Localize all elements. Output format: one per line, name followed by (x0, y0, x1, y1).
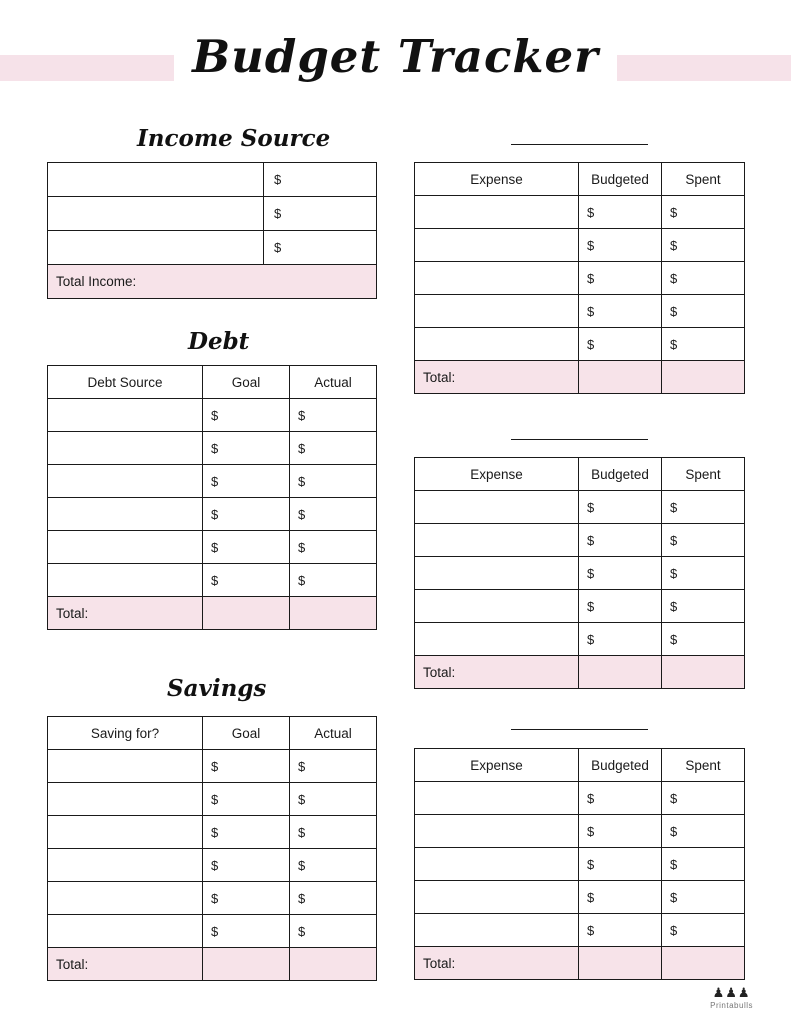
table-row[interactable] (415, 815, 745, 848)
income-source-cell[interactable] (48, 231, 264, 265)
debt-col-goal: Goal (203, 366, 290, 399)
income-amount-cell[interactable]: $ (264, 163, 377, 197)
brand-name: Printabulls (710, 1001, 753, 1010)
expense-total-budgeted[interactable] (579, 947, 662, 980)
expense-budgeted-cell[interactable]: $ (579, 623, 662, 656)
debt-table (47, 365, 377, 630)
debt-total-actual[interactable] (290, 597, 377, 630)
expense-title-line-3[interactable] (511, 729, 648, 730)
expense-spent-cell[interactable]: $ (662, 623, 745, 656)
debt-goal-cell[interactable]: $ (203, 498, 290, 531)
table-row[interactable] (415, 328, 745, 361)
expense-budgeted-cell[interactable]: $ (579, 524, 662, 557)
expense-col-budgeted: Budgeted (579, 458, 662, 491)
savings-goal-cell[interactable]: $ (203, 816, 290, 849)
savings-actual-cell[interactable]: $ (290, 816, 377, 849)
expense-name-cell[interactable] (415, 881, 579, 914)
expense-budgeted-cell[interactable]: $ (579, 196, 662, 229)
debt-actual-cell[interactable]: $ (290, 432, 377, 465)
expense-total-label: Total: (415, 361, 579, 394)
expense-budgeted-cell[interactable]: $ (579, 328, 662, 361)
debt-actual-cell[interactable]: $ (290, 531, 377, 564)
table-header-row (48, 366, 377, 399)
debt-actual-cell[interactable]: $ (290, 465, 377, 498)
expense-name-cell[interactable] (415, 914, 579, 947)
savings-actual-cell[interactable]: $ (290, 750, 377, 783)
debt-goal-cell[interactable]: $ (203, 564, 290, 597)
expense-name-cell[interactable] (415, 229, 579, 262)
table-row[interactable] (415, 590, 745, 623)
savings-source-cell[interactable] (48, 849, 203, 882)
expense-col-spent: Spent (662, 749, 745, 782)
expense-col-budgeted: Budgeted (579, 163, 662, 196)
expense-col-budgeted: Budgeted (579, 749, 662, 782)
table-row[interactable] (415, 491, 745, 524)
table-row[interactable] (415, 262, 745, 295)
debt-heading: Debt (188, 328, 250, 355)
expense-total-budgeted[interactable] (579, 361, 662, 394)
expense-table-3 (414, 748, 745, 980)
savings-goal-cell[interactable]: $ (203, 849, 290, 882)
table-row[interactable] (415, 848, 745, 881)
expense-spent-cell[interactable]: $ (662, 491, 745, 524)
expense-table-2 (414, 457, 745, 689)
bull-marks-icon: ♟♟♟ (712, 986, 751, 1001)
debt-goal-cell[interactable]: $ (203, 432, 290, 465)
expense-budgeted-cell[interactable]: $ (579, 229, 662, 262)
savings-heading: Savings (167, 675, 267, 702)
expense-total-spent[interactable] (662, 656, 745, 689)
expense-total-budgeted[interactable] (579, 656, 662, 689)
table-row[interactable] (415, 524, 745, 557)
expense-budgeted-cell[interactable]: $ (579, 914, 662, 947)
expense-col-expense: Expense (415, 163, 579, 196)
savings-table (47, 716, 377, 981)
debt-source-cell[interactable] (48, 465, 203, 498)
table-row[interactable] (48, 531, 377, 564)
table-row[interactable] (48, 399, 377, 432)
table-row[interactable] (48, 163, 377, 197)
income-total-label: Total Income: (48, 265, 377, 299)
table-total-row (48, 948, 377, 981)
debt-goal-cell[interactable]: $ (203, 399, 290, 432)
savings-source-cell[interactable] (48, 882, 203, 915)
savings-actual-cell[interactable]: $ (290, 915, 377, 948)
expense-spent-cell[interactable]: $ (662, 196, 745, 229)
debt-source-cell[interactable] (48, 531, 203, 564)
income-source-cell[interactable] (48, 197, 264, 231)
table-header-row (48, 717, 377, 750)
expense-spent-cell[interactable]: $ (662, 524, 745, 557)
income-table (47, 162, 377, 299)
debt-actual-cell[interactable]: $ (290, 399, 377, 432)
savings-actual-cell[interactable]: $ (290, 849, 377, 882)
debt-col-actual: Actual (290, 366, 377, 399)
expense-name-cell[interactable] (415, 328, 579, 361)
expense-name-cell[interactable] (415, 557, 579, 590)
savings-col-goal: Goal (203, 717, 290, 750)
savings-source-cell[interactable] (48, 816, 203, 849)
expense-spent-cell[interactable]: $ (662, 328, 745, 361)
expense-spent-cell[interactable]: $ (662, 815, 745, 848)
savings-goal-cell[interactable]: $ (203, 882, 290, 915)
debt-source-cell[interactable] (48, 432, 203, 465)
savings-source-cell[interactable] (48, 915, 203, 948)
table-row[interactable] (415, 196, 745, 229)
table-total-row (48, 597, 377, 630)
expense-col-spent: Spent (662, 163, 745, 196)
footer-logo (710, 987, 753, 1010)
table-total-row (48, 265, 377, 299)
expense-budgeted-cell[interactable]: $ (579, 881, 662, 914)
expense-budgeted-cell[interactable]: $ (579, 491, 662, 524)
expense-title-line-1[interactable] (511, 144, 648, 145)
savings-actual-cell[interactable]: $ (290, 783, 377, 816)
debt-goal-cell[interactable]: $ (203, 465, 290, 498)
expense-table-1 (414, 162, 745, 394)
table-row[interactable] (48, 231, 377, 265)
savings-source-cell[interactable] (48, 750, 203, 783)
expense-spent-cell[interactable]: $ (662, 262, 745, 295)
expense-budgeted-cell[interactable]: $ (579, 557, 662, 590)
expense-col-expense: Expense (415, 458, 579, 491)
expense-budgeted-cell[interactable]: $ (579, 590, 662, 623)
expense-spent-cell[interactable]: $ (662, 229, 745, 262)
savings-total-goal[interactable] (203, 948, 290, 981)
expense-name-cell[interactable] (415, 491, 579, 524)
expense-spent-cell[interactable]: $ (662, 914, 745, 947)
table-row[interactable] (48, 849, 377, 882)
expense-name-cell[interactable] (415, 623, 579, 656)
table-header-row (415, 458, 745, 491)
expense-spent-cell[interactable]: $ (662, 782, 745, 815)
expense-budgeted-cell[interactable]: $ (579, 848, 662, 881)
table-total-row (415, 656, 745, 689)
expense-spent-cell[interactable]: $ (662, 848, 745, 881)
income-source-cell[interactable] (48, 163, 264, 197)
expense-spent-cell[interactable]: $ (662, 590, 745, 623)
table-header-row (415, 163, 745, 196)
expense-name-cell[interactable] (415, 848, 579, 881)
expense-name-cell[interactable] (415, 295, 579, 328)
debt-total-label: Total: (48, 597, 203, 630)
savings-source-cell[interactable] (48, 783, 203, 816)
expense-name-cell[interactable] (415, 262, 579, 295)
savings-actual-cell[interactable]: $ (290, 882, 377, 915)
debt-goal-cell[interactable]: $ (203, 531, 290, 564)
table-row[interactable] (48, 783, 377, 816)
table-total-row (415, 947, 745, 980)
income-heading: Income Source (137, 125, 331, 152)
expense-spent-cell[interactable]: $ (662, 295, 745, 328)
expense-name-cell[interactable] (415, 196, 579, 229)
expense-col-expense: Expense (415, 749, 579, 782)
table-row[interactable] (415, 557, 745, 590)
table-row[interactable] (415, 623, 745, 656)
table-row[interactable] (48, 465, 377, 498)
expense-budgeted-cell[interactable]: $ (579, 782, 662, 815)
expense-total-spent[interactable] (662, 361, 745, 394)
expense-total-label: Total: (415, 656, 579, 689)
page-title-wrap (0, 28, 791, 86)
table-row[interactable] (48, 564, 377, 597)
table-row[interactable] (415, 229, 745, 262)
expense-budgeted-cell[interactable]: $ (579, 815, 662, 848)
table-row[interactable] (48, 432, 377, 465)
page-title: Budget Tracker (174, 28, 617, 86)
expense-spent-cell[interactable]: $ (662, 557, 745, 590)
expense-col-spent: Spent (662, 458, 745, 491)
table-row[interactable] (415, 782, 745, 815)
expense-name-cell[interactable] (415, 782, 579, 815)
table-row[interactable] (415, 881, 745, 914)
expense-name-cell[interactable] (415, 815, 579, 848)
debt-actual-cell[interactable]: $ (290, 564, 377, 597)
debt-col-source: Debt Source (48, 366, 203, 399)
expense-total-spent[interactable] (662, 947, 745, 980)
table-row[interactable] (48, 498, 377, 531)
table-row[interactable] (48, 816, 377, 849)
debt-source-cell[interactable] (48, 498, 203, 531)
expense-spent-cell[interactable]: $ (662, 881, 745, 914)
savings-total-actual[interactable] (290, 948, 377, 981)
savings-col-actual: Actual (290, 717, 377, 750)
expense-name-cell[interactable] (415, 524, 579, 557)
debt-total-goal[interactable] (203, 597, 290, 630)
table-row[interactable] (48, 750, 377, 783)
expense-name-cell[interactable] (415, 590, 579, 623)
table-total-row (415, 361, 745, 394)
savings-goal-cell[interactable]: $ (203, 783, 290, 816)
table-row[interactable] (415, 914, 745, 947)
savings-total-label: Total: (48, 948, 203, 981)
income-amount-cell[interactable]: $ (264, 231, 377, 265)
table-row[interactable] (48, 197, 377, 231)
expense-budgeted-cell[interactable]: $ (579, 262, 662, 295)
table-header-row (415, 749, 745, 782)
table-row[interactable] (415, 295, 745, 328)
expense-budgeted-cell[interactable]: $ (579, 295, 662, 328)
debt-source-cell[interactable] (48, 399, 203, 432)
savings-goal-cell[interactable]: $ (203, 750, 290, 783)
expense-total-label: Total: (415, 947, 579, 980)
expense-title-line-2[interactable] (511, 439, 648, 440)
debt-source-cell[interactable] (48, 564, 203, 597)
table-row[interactable] (48, 915, 377, 948)
savings-col-source: Saving for? (48, 717, 203, 750)
debt-actual-cell[interactable]: $ (290, 498, 377, 531)
savings-goal-cell[interactable]: $ (203, 915, 290, 948)
income-amount-cell[interactable]: $ (264, 197, 377, 231)
table-row[interactable] (48, 882, 377, 915)
